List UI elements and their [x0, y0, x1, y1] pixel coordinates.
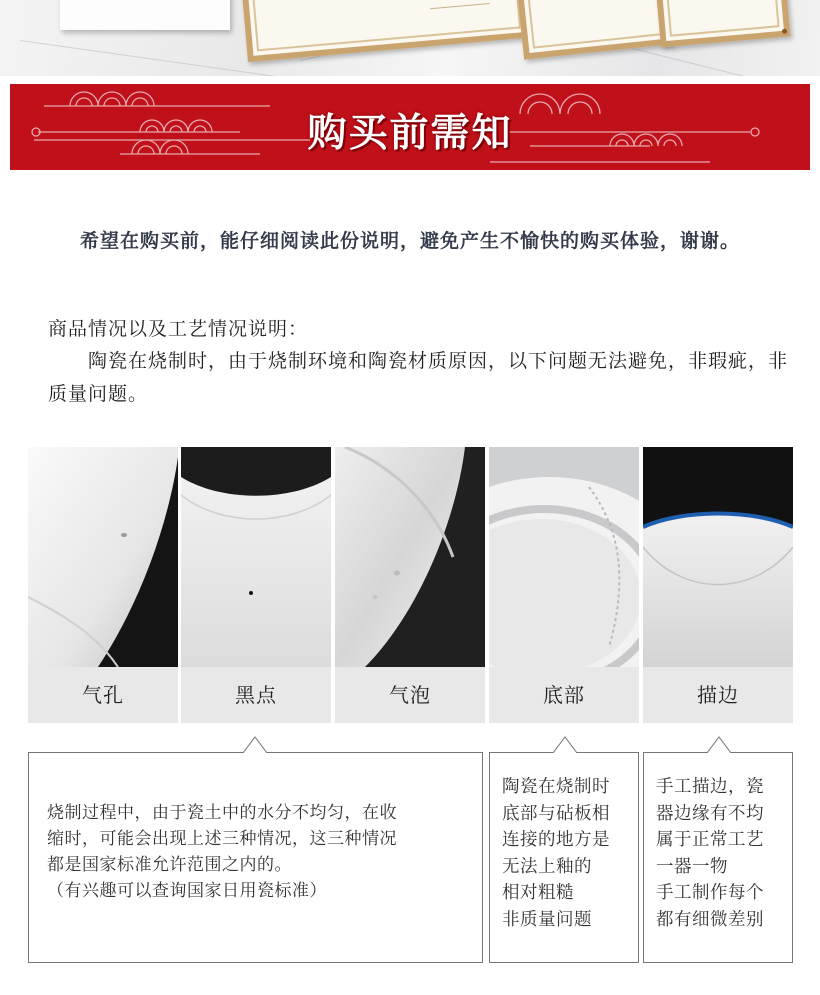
- note-firing-explanation: [28, 752, 483, 963]
- defect-label-bubble: 气泡: [335, 667, 485, 723]
- note-bottom-line: 无法上釉的: [502, 856, 592, 877]
- defect-label-black-dot: 黑点: [181, 667, 331, 723]
- certificate-frame-right: [517, 0, 674, 60]
- defect-label-edge-line: 描边: [643, 667, 793, 723]
- note-bottom-line: 相对粗糙: [502, 883, 574, 903]
- note-bottom-line: 底部与砧板相: [502, 803, 610, 824]
- note-edge-line: 手工制作每个: [656, 883, 764, 903]
- note-firing-line: （有兴趣可以查询国家日用瓷标准）: [47, 881, 327, 901]
- photo-bottom: [489, 447, 639, 667]
- defect-label-air-hole: 气孔: [28, 667, 178, 723]
- photo-bubble: [335, 447, 485, 667]
- certificate-frame-far-right: [656, 0, 791, 48]
- note-edge-line: 都有细微差别: [656, 909, 764, 930]
- section-title: 商品情况以及工艺情况说明：: [48, 318, 309, 340]
- photo-black-dot: [181, 447, 331, 667]
- section-paragraph: 陶瓷在烧制时，由于烧制环境和陶瓷材质原因，以下问题无法避免，非瑕疵，非质量问题。: [48, 350, 789, 405]
- photo-edge-line: [643, 447, 793, 667]
- note-bottom-explanation: [489, 752, 639, 963]
- note-firing-line: 都是国家标准允许范围之内的。: [47, 855, 292, 875]
- top-image-strip: [0, 0, 820, 76]
- note-edge-explanation: [643, 752, 793, 963]
- callout-pointer: [243, 736, 267, 753]
- note-edge-line: 器边缘有不均: [656, 803, 764, 824]
- note-bottom-line: 陶瓷在烧制时: [502, 777, 610, 797]
- note-firing-line: 烧制过程中，由于瓷土中的水分不均匀，在收: [47, 803, 397, 823]
- note-firing-line: 缩时，可能会出现上述三种情况，这三种情况: [47, 829, 397, 849]
- photo-air-hole: [28, 447, 178, 667]
- callout-pointer: [553, 736, 577, 753]
- note-edge-line: 手工描边，瓷: [656, 777, 764, 797]
- note-bottom-line: 非质量问题: [502, 909, 592, 930]
- banner-title: 购买前需知: [307, 111, 513, 156]
- notice-banner: [10, 84, 810, 170]
- defect-label-bottom: 底部: [489, 667, 639, 723]
- note-bottom-line: 连接的地方是: [502, 830, 610, 850]
- note-edge-line: 一器一物: [656, 856, 728, 877]
- note-edge-line: 属于正常工艺: [656, 830, 764, 850]
- callout-pointer: [707, 736, 731, 753]
- certificate-frame-middle: [241, 0, 532, 62]
- intro-text: 希望在购买前，能仔细阅读此份说明，避免产生不愉快的购买体验，谢谢。: [79, 230, 740, 252]
- certificate-frame-left: [60, 0, 230, 30]
